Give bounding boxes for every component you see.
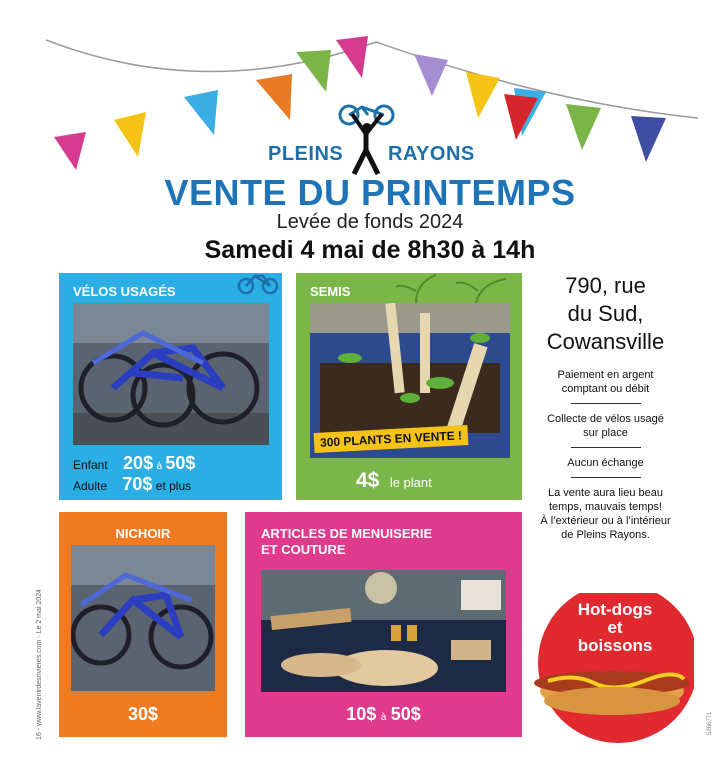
brand-right: RAYONS bbox=[388, 143, 475, 165]
weather-line-2: temps, mauvais temps! bbox=[548, 501, 663, 513]
card-menuiserie bbox=[245, 512, 522, 737]
connector-a: à bbox=[156, 461, 162, 472]
weather-line-3: À l’extérieur ou à l’intérieur bbox=[540, 515, 671, 527]
event-date: Samedi 4 mai de 8h30 à 14h bbox=[204, 236, 536, 264]
address-line-1: 790, rue bbox=[565, 273, 646, 298]
weather-line-4: de Pleins Rayons. bbox=[561, 529, 650, 541]
info-column bbox=[528, 272, 683, 542]
nichoir-price: 30$ bbox=[127, 704, 159, 724]
card-velos bbox=[59, 273, 282, 500]
card-title bbox=[261, 526, 432, 558]
menuiserie-price-from: 10$ bbox=[346, 704, 377, 724]
enfant-price-from: 20$ bbox=[123, 453, 154, 473]
bike-icon bbox=[237, 269, 279, 295]
flag bbox=[184, 90, 218, 135]
hotdog-line-1: Hot-dogs bbox=[577, 600, 653, 619]
card-title: VÉLOS USAGÉS bbox=[73, 284, 176, 299]
card-title: NICHOIR bbox=[115, 526, 171, 541]
semis-price: 4$ bbox=[356, 469, 380, 492]
ad-code: 5266771 bbox=[707, 711, 713, 735]
side-credit: 16 - www.lavenirdesrivieres.com - Le 2 mai 2024 bbox=[36, 589, 43, 740]
collect-line-1: Collecte de vélos usagé bbox=[547, 413, 664, 425]
payment-line-2: comptant ou débit bbox=[561, 383, 650, 395]
collect-info bbox=[528, 412, 683, 440]
flag bbox=[566, 104, 601, 150]
address-line-2: du Sud, bbox=[567, 301, 644, 326]
brand-left: PLEINS bbox=[268, 143, 344, 165]
address-line-3: Cowansville bbox=[546, 329, 665, 354]
card-title: SEMIS bbox=[310, 284, 351, 299]
page-title: VENTE DU PRINTEMPS bbox=[164, 172, 576, 213]
divider bbox=[571, 403, 641, 404]
nichoir-photo bbox=[71, 545, 215, 691]
card-semis bbox=[296, 273, 522, 500]
weather-info bbox=[528, 486, 683, 542]
payment-line-1: Paiement en argent bbox=[557, 369, 654, 381]
hotdog-line-2: et bbox=[607, 618, 623, 637]
weather-line-1: La vente aura lieu beau bbox=[548, 487, 663, 499]
flag bbox=[414, 54, 448, 96]
connector-a: à bbox=[380, 712, 387, 723]
flag bbox=[114, 112, 146, 157]
title-line-2: ET COUTURE bbox=[261, 542, 346, 557]
enfant-label: Enfant bbox=[73, 458, 108, 472]
payment-info bbox=[528, 368, 683, 396]
adulte-price: 70$ bbox=[122, 474, 153, 494]
exchange-info: Aucun échange bbox=[567, 457, 644, 469]
flag bbox=[54, 132, 86, 170]
hotdog-text bbox=[550, 601, 680, 655]
menuiserie-price-to: 50$ bbox=[390, 704, 421, 724]
flag bbox=[504, 94, 538, 140]
enfant-price-to: 50$ bbox=[165, 453, 196, 473]
adulte-label: Adulte bbox=[73, 479, 108, 493]
semis-price-suffix: le plant bbox=[389, 475, 432, 490]
collect-line-2: sur place bbox=[583, 427, 628, 439]
pleins-rayons-logo bbox=[262, 102, 472, 182]
plants-banner: 300 PLANTS EN VENTE ! bbox=[314, 425, 469, 453]
flag bbox=[336, 36, 368, 78]
bikes-photo bbox=[73, 303, 269, 445]
divider bbox=[571, 447, 641, 448]
divider bbox=[571, 477, 641, 478]
hotdog-line-3: boissons bbox=[577, 636, 653, 655]
woodwork-photo bbox=[261, 570, 506, 692]
card-nichoir bbox=[59, 512, 227, 737]
page-subtitle: Levée de fonds 2024 bbox=[276, 211, 464, 233]
flag bbox=[296, 50, 331, 92]
sprout-icon bbox=[396, 273, 516, 303]
address bbox=[528, 272, 683, 356]
title-line-1: ARTICLES DE MENUISERIE bbox=[261, 526, 433, 541]
flag bbox=[631, 116, 666, 162]
adulte-suffix: et plus bbox=[155, 479, 192, 493]
